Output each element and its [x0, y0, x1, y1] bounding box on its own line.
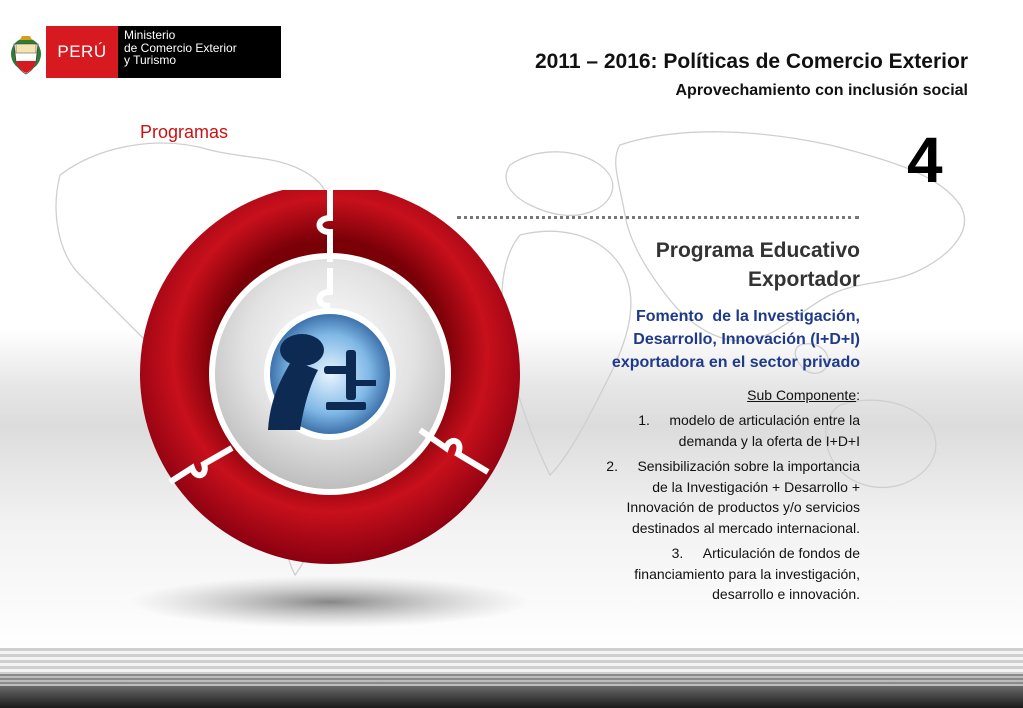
description-line-3: exportadora en el sector privado: [611, 354, 860, 371]
subcomponent-label: Sub Componente: [747, 387, 857, 403]
slide-title: 2011 – 2016: Políticas de Comercio Exterior: [534, 50, 968, 73]
coat-of-arms-icon: [6, 26, 46, 78]
description-line-2: Desarrollo, Innovación (I+D+I): [633, 331, 860, 348]
description-line-1: Fomento de la Investigación,: [635, 308, 860, 325]
list-item-number: 2.: [606, 458, 618, 474]
list-item-text: de la Investigación + Desarrollo +: [652, 478, 860, 495]
subcomponent-heading: [530, 385, 860, 405]
list-item-text: financiamiento para la investigación,: [634, 565, 860, 582]
list-item: [530, 456, 860, 538]
subcomponent-list: [530, 410, 860, 610]
puzzle-ring-graphic: [120, 190, 540, 630]
list-item-text: demanda y la oferta de I+D+I: [678, 432, 860, 449]
program-title-line-1: Programa Educativo: [655, 239, 860, 262]
ministry-logo: [6, 26, 281, 78]
list-item-text: Innovación de productos y/o servicios: [626, 499, 860, 515]
list-item: [530, 543, 860, 605]
list-item-text: modelo de articulación entre la: [669, 412, 860, 428]
list-item-number: 3.: [671, 545, 684, 561]
program-title: [530, 236, 860, 294]
slide-number: 4: [907, 124, 943, 196]
list-item-text: destinados al mercado internacional.: [631, 519, 860, 536]
list-item-number: 1.: [638, 412, 650, 428]
country-badge: PERÚ: [46, 26, 118, 78]
ministry-line-2: de Comercio Exterior: [124, 40, 237, 55]
subcomponent-colon: :: [856, 387, 860, 403]
list-item-text: Sensibilización sobre la importancia: [637, 458, 860, 474]
ministry-name: [118, 26, 281, 78]
list-item-text: desarrollo e innovación.: [712, 586, 860, 602]
section-label: Programas: [140, 122, 229, 142]
program-description: [530, 305, 860, 374]
slide-subtitle: Aprovechamiento con inclusión social: [675, 82, 968, 99]
footer-stripes: [0, 648, 1023, 708]
list-item: [530, 410, 860, 451]
ministry-line-3: y Turismo: [124, 53, 177, 67]
ministry-line-1: Ministerio: [124, 28, 176, 42]
list-item-text: Articulación de fondos de: [702, 545, 860, 561]
program-title-line-2: Exportador: [747, 268, 860, 291]
